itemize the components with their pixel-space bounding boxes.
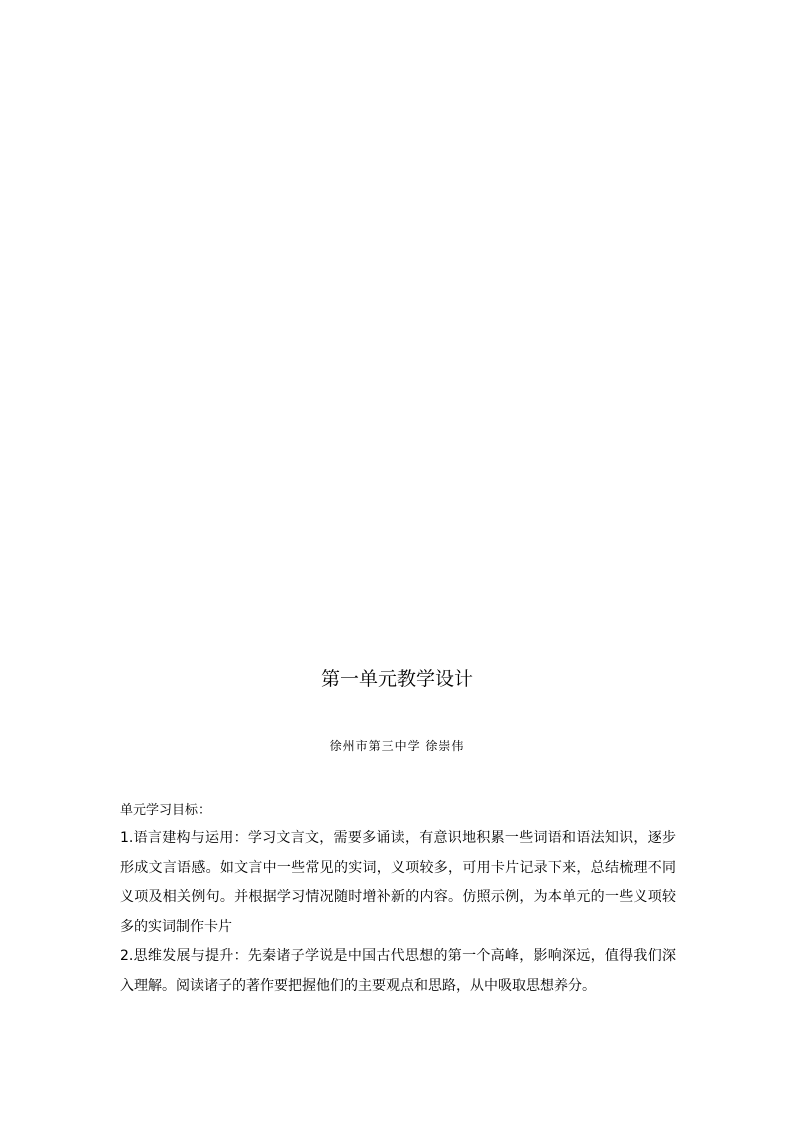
section-heading: 单元学习目标： (120, 803, 212, 818)
paragraph-language-construction: 1.语言建构与运用：学习文言文，需要多诵读，有意识地积累一些词语和语法知识，逐步形成文言语感。如文言中一些常见的实词，义项较多，可用卡片记录下来，总结梳理不同义项及相关例句。并根据学习情况随时增补新的内容。仿照示例，为本单元的一些义项较多的实词制作卡片 (120, 830, 676, 935)
paragraph-thinking-development: 2.思维发展与提升：先秦诸子学说是中国古代思想的第一个高峰，影响深远，值得我们深入理解。阅读诸子的著作要把握他们的主要观点和思路，从中吸取思想养分。 (120, 948, 676, 994)
document-title: 第一单元教学设计 (320, 668, 473, 690)
document-author: 徐州市第三中学 徐崇伟 (329, 739, 465, 753)
document-body (120, 798, 676, 1001)
